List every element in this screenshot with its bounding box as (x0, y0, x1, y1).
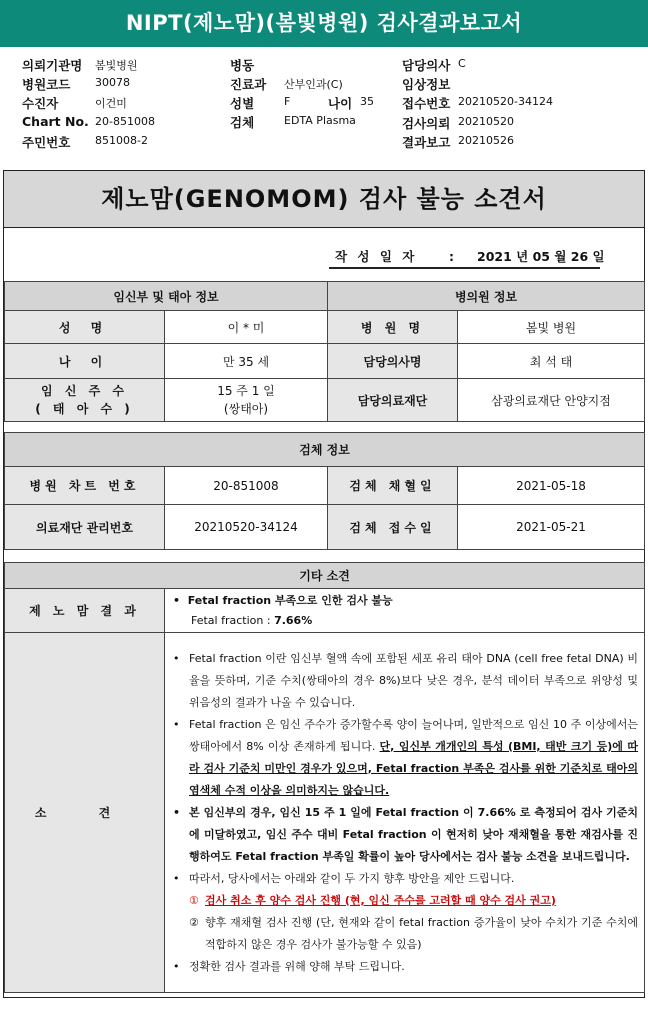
dept-value: 산부인과(C) (284, 78, 343, 91)
request-value: 20210520 (458, 115, 514, 128)
rrn-label: 주민번호 (22, 135, 71, 150)
sex-value: F (284, 95, 291, 108)
option-1: ① 검사 취소 후 양수 검사 진행 (현, 임신 주수를 고려할 때 양수 검사 권고) (189, 893, 556, 907)
fetus-count: (쌍태아) (223, 402, 269, 416)
genomom-result-value (165, 589, 645, 633)
report-date-label: 결과보고 (402, 135, 451, 150)
opinion-paragraph-3: • 본 임신부의 경우, 임신 15 주 1 일에 Fetal fraction 이 7.66% 로 측정되어 검사 기준치에 미달하였고, 임신 주수 대비 Fetal fraction 이 현저히 낮아 재채혈을 통한 재검사를 진행하여도 Fetal fraction 부족일 확률이 높아 당사에서는 검사 불능 소견을 보내드립니다. (173, 805, 639, 863)
chart-number-value: 20-851008 (165, 467, 328, 505)
specimen-info-header: 검체 정보 (5, 433, 645, 467)
result-main-text: Fetal fraction 부족으로 인한 검사 불능 (187, 593, 393, 607)
genomom-result-label: 제 노 맘 결 과 (5, 589, 165, 633)
clinical-label: 임상정보 (402, 77, 451, 92)
written-date-value: 2021 년 05 월 26 일 (477, 249, 605, 264)
fetal-fraction-value: 7.66% (274, 613, 313, 627)
chart-value: 20-851008 (95, 115, 155, 128)
report-date-value: 20210526 (458, 134, 514, 147)
collection-date-label: 검체 채혈일 (328, 467, 458, 505)
option-2: ② 향후 재채혈 검사 진행 (단, 현재와 같이 fetal fraction 증가율이 낮아 수치가 기준 수치에 적합하지 않은 경우 검사가 불가능할 수 있음) (189, 915, 639, 951)
written-date (329, 245, 605, 269)
age-value: 만 35 세 (165, 344, 328, 379)
foundation-value: 삼광의료재단 안양지점 (458, 379, 645, 422)
age-value: 35 (360, 95, 374, 108)
receipt-value: 20210520-34124 (458, 95, 553, 108)
specimen-label: 검체 (230, 115, 255, 130)
specimen-value: EDTA Plasma (284, 114, 356, 127)
gestational-age-label-line2: ( 태 아 수 ) (35, 402, 134, 416)
request-label: 검사의뢰 (402, 116, 451, 131)
fetal-fraction-prefix: Fetal fraction : (191, 613, 275, 627)
result-fetal-fraction (173, 611, 638, 631)
management-number-label: 의료재단 관리번호 (5, 505, 165, 550)
doctor-value: C (458, 57, 466, 70)
written-date-label: 작 성 일 자 (335, 249, 418, 264)
gestational-age-weeks: 15 주 1 일 (217, 384, 275, 398)
examinee-value: 이건미 (95, 97, 127, 110)
patient-header (22, 56, 642, 152)
opinion-paragraph-4: • 따라서, 당사에서는 아래와 같이 두 가지 향후 방안을 제안 드립니다. (173, 871, 515, 885)
opinion-paragraph-2: • Fetal fraction 은 임신 주수가 증가할수록 양이 늘어나며, 일반적으로 임신 10 주 이상에서는 쌍태아에서 8% 이상 존재하게 됩니다. 단, 임신부 개개인의 특성 (BMI, 태반 크기 등)에 따라 검사 기준치 미만인 경우가 있으며, Fetal fraction 부족은 검사를 위한 기준치로 태아의 염색체 수적 이상을 의미하지는 않습니다. (173, 717, 639, 797)
rrn-value: 851008-2 (95, 134, 148, 147)
collection-date-value: 2021-05-18 (458, 467, 645, 505)
patient-hospital-table (4, 281, 645, 422)
dept-label: 진료과 (230, 77, 267, 92)
specimen-table (4, 432, 645, 550)
name-value: 이 * 미 (165, 311, 328, 344)
gestational-age-value (165, 379, 328, 422)
receipt-date-value: 2021-05-21 (458, 505, 645, 550)
other-findings-header: 기타 소견 (5, 563, 645, 589)
doctor-name-label: 담당의사명 (328, 344, 458, 379)
opinion-content (165, 633, 645, 993)
name-label: 성 명 (5, 311, 165, 344)
hospital-name-label: 병 원 명 (328, 311, 458, 344)
age-label: 나 이 (5, 344, 165, 379)
pregnant-info-header: 임신부 및 태아 정보 (5, 282, 328, 311)
age-label: 나이 (328, 96, 353, 111)
opinion-report (3, 170, 645, 998)
receipt-label: 접수번호 (402, 96, 451, 111)
hospital-value: 봄빛병원 (95, 59, 138, 72)
hospital-label: 의뢰기관명 (22, 58, 83, 73)
receipt-date-label: 검체 접수일 (328, 505, 458, 550)
hospital-name-value: 봄빛 병원 (458, 311, 645, 344)
result-bullet: • (173, 593, 181, 607)
result-main (173, 591, 638, 611)
code-value: 30078 (95, 76, 130, 89)
report-banner-title: NIPT(제노맘)(봄빛병원) 검사결과보고서 (0, 0, 648, 47)
foundation-label: 담당의료재단 (328, 379, 458, 422)
examinee-label: 수진자 (22, 96, 59, 111)
chart-number-label: 병원 차트 번호 (5, 467, 165, 505)
opinion-paragraph-1: • Fetal fraction 이란 임신부 혈액 속에 포함된 세포 유리 태아 DNA (cell free fetal DNA) 비율을 뜻하며, 기준 수치(쌍태아의 경우 8%)보다 낮은 경우, 분석 데이터 부족으로 위양성 및 위음성의 결과가 나올 수 있습니다. (173, 651, 639, 709)
doctor-name-value: 최 석 태 (458, 344, 645, 379)
opinion-paragraph-5: • 정확한 검사 결과를 위해 양해 부탁 드립니다. (173, 959, 405, 973)
written-date-colon: : (449, 249, 454, 264)
chart-label: Chart No. (22, 114, 89, 129)
ward-label: 병동 (230, 58, 255, 73)
sex-label: 성별 (230, 96, 255, 111)
hospital-info-header: 병의원 정보 (328, 282, 645, 311)
gestational-age-label-line1: 임 신 주 수 (41, 384, 128, 398)
gestational-age-label (5, 379, 165, 422)
code-label: 병원코드 (22, 77, 71, 92)
report-title: 제노맘(GENOMOM) 검사 불능 소견서 (4, 171, 644, 228)
opinion-label: 소 견 (5, 633, 165, 993)
doctor-label: 담당의사 (402, 58, 451, 73)
other-findings-table (4, 562, 645, 993)
management-number-value: 20210520-34124 (165, 505, 328, 550)
